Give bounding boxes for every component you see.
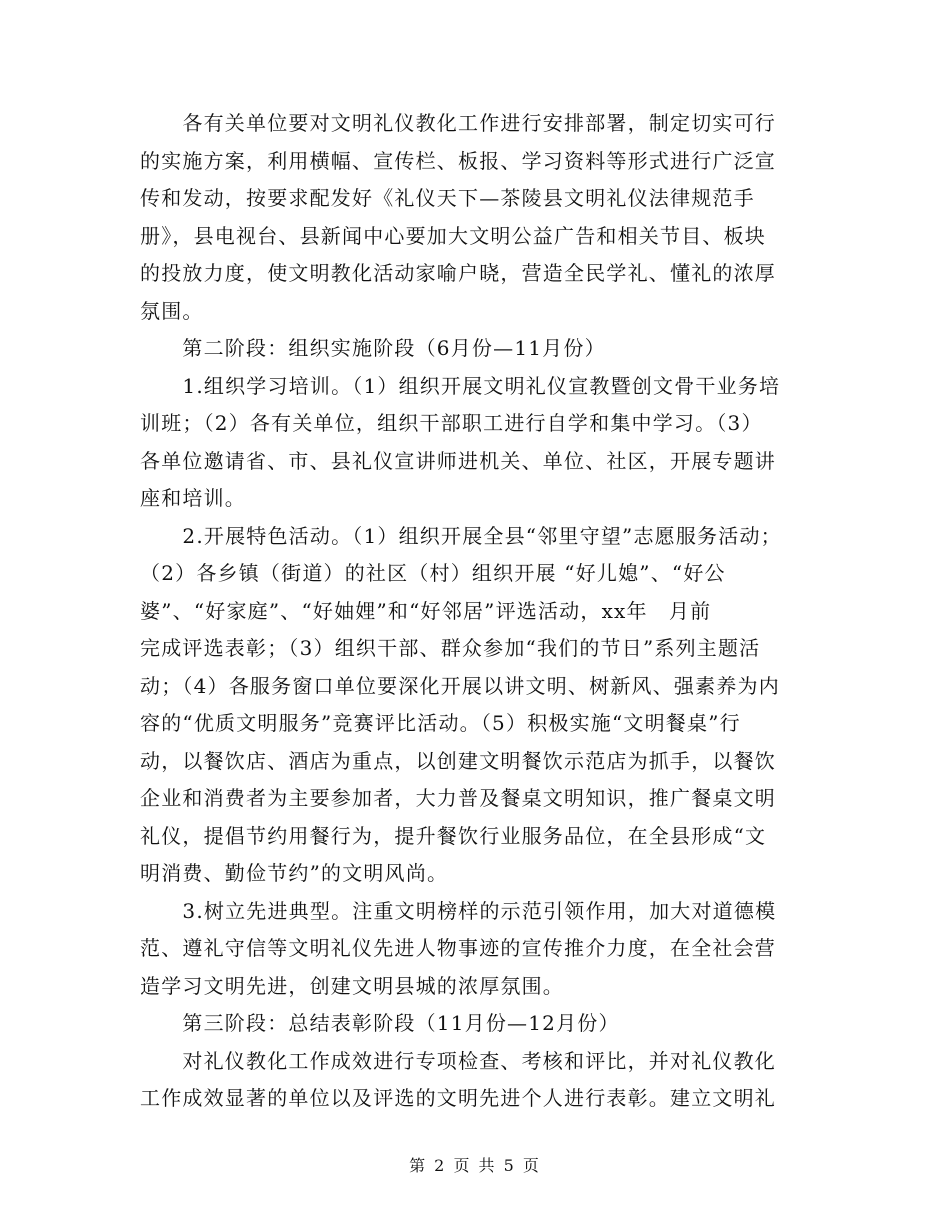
text-line: 3.树立先进典型。注重文明榜样的示范引领作用，加大对道德模 — [140, 898, 777, 923]
section-heading-line: 第二阶段：组织实施阶段（6月份—11月份） — [140, 336, 606, 360]
text-line: 的实施方案，利用横幅、宣传栏、板报、学习资料等形式进行广泛宣 — [140, 148, 776, 173]
body-text — [140, 105, 820, 1118]
text-line: 礼仪，提倡节约用餐行为，提升餐饮行业服务品位，在全县形成“文 — [140, 823, 767, 848]
text-line: 工作成效显著的单位以及评选的文明先进个人进行表彰。建立文明礼 — [140, 1086, 776, 1110]
text-line: 完成评选表彰；（3）组织干部、群众参加“我们的节日”系列主题活 — [140, 636, 761, 660]
text-line: 2.开展特色活动。（1）组织开展全县“邻里守望”志愿服务活动； — [140, 523, 782, 548]
text-line: 动；（4）各服务窗口单位要深化开展以讲文明、树新风、强素养为内 — [140, 673, 780, 698]
text-line: 各有关单位要对文明礼仪教化工作进行安排部署，制定切实可行 — [140, 111, 776, 135]
text-line: 各单位邀请省、市、县礼仪宣讲师进机关、单位、社区，开展专题讲 — [140, 448, 776, 473]
page-number-footer: 第 2 页 共 5 页 — [409, 1156, 541, 1175]
text-line: 造学习文明先进，创建文明县城的浓厚氛围。 — [140, 973, 564, 998]
text-line: 1.组织学习培训。（1）组织开展文明礼仪宣教暨创文骨干业务培 — [140, 373, 781, 398]
text-line: 动，以餐饮店、酒店为重点，以创建文明餐饮示范店为抓手，以餐饮 — [140, 748, 776, 773]
text-line: 企业和消费者为主要参加者，大力普及餐桌文明知识，推广餐桌文明 — [140, 786, 776, 810]
text-line: 氛围。 — [140, 298, 204, 323]
text-line: 婆”、“好家庭”、“好妯娌”和“好邻居”评选活动，xx年 月前 — [140, 598, 712, 623]
text-line: 容的“优质文明服务”竞赛评比活动。（5）积极实施“文明餐桌”行 — [140, 711, 741, 735]
text-line: 训班；（2）各有关单位，组织干部职工进行自学和集中学习。（3） — [140, 411, 763, 435]
section-heading-line: 第三阶段：总结表彰阶段（11月份—12月份） — [140, 1011, 620, 1035]
text-line: 传和发动，按要求配发好《礼仪天下—茶陵县文明礼仪法律规范手 — [140, 186, 755, 210]
text-line: 对礼仪教化工作成效进行专项检查、考核和评比，并对礼仪教化 — [140, 1048, 776, 1073]
text-line: 座和培训。 — [140, 486, 246, 510]
text-line: （2）各乡镇（街道）的社区（村）组织开展 “好儿媳”、“好公 — [140, 561, 726, 585]
text-line: 明消费、勤俭节约”的文明风尚。 — [140, 861, 449, 885]
text-line: 的投放力度，使文明教化活动家喻户晓，营造全民学礼、懂礼的浓厚 — [140, 261, 776, 285]
text-line: 范、遵礼守信等文明礼仪先进人物事迹的宣传推介力度，在全社会营 — [140, 936, 776, 960]
text-line: 册》，县电视台、县新闻中心要加大文明公益广告和相关节目、板块 — [140, 223, 766, 248]
